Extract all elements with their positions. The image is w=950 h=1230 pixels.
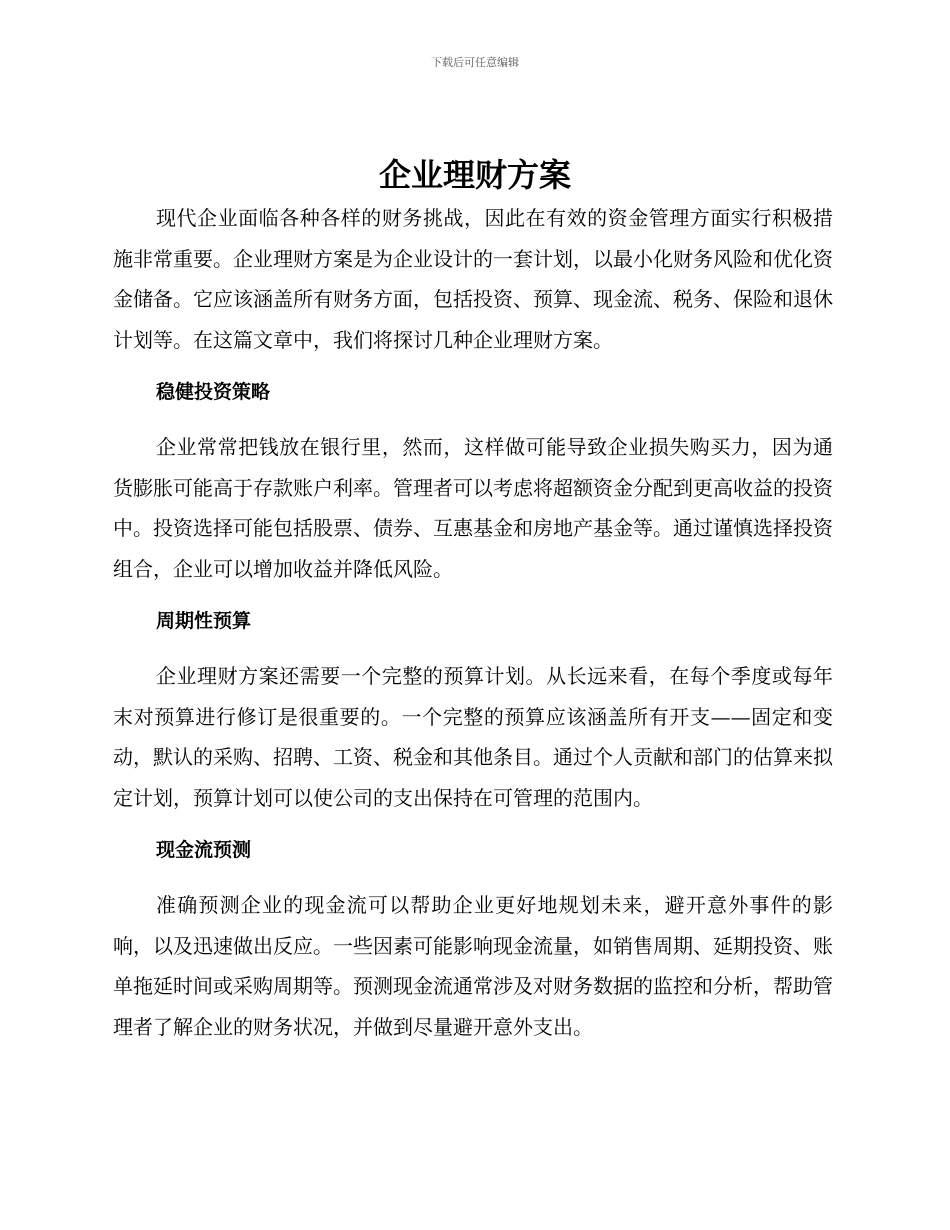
document-body — [113, 198, 833, 1047]
intro-paragraph: 现代企业面临各种各样的财务挑战，因此在有效的资金管理方面实行积极措施非常重要。企业理财方案是为企业设计的一套计划，以最小化财务风险和优化资金储备。它应该涵盖所有财务方面，包括投资、预算、现金流、税务、保险和退休计划等。在这篇文章中，我们将探讨几种企业理财方案。 — [113, 206, 833, 352]
section-paragraph-investment: 企业常常把钱放在银行里，然而，这样做可能导致企业损失购买力，因为通货膨胀可能高于存款账户利率。管理者可以考虑将超额资金分配到更高收益的投资中。投资选择可能包括股票、债券、互惠基金和房地产基金等。通过谨慎选择投资组合，企业可以增加收益并降低风险。 — [113, 435, 833, 581]
section-heading-investment: 稳健投资策略 — [156, 381, 271, 403]
document-title: 企业理财方案 — [378, 156, 571, 194]
page-header-note: 下载后可任意编辑 — [431, 56, 519, 69]
section-paragraph-budget: 企业理财方案还需要一个完整的预算计划。从长远来看，在每个季度或每年末对预算进行修订是很重要的。一个完整的预算应该涵盖所有开支——固定和变动，默认的采购、招聘、工资、税金和其他条目。通过个人贡献和部门的估算来拟定计划，预算计划可以使公司的支出保持在可管理的范围内。 — [113, 664, 833, 810]
section-heading-cashflow: 现金流预测 — [156, 839, 252, 861]
section-paragraph-cashflow: 准确预测企业的现金流可以帮助企业更好地规划未来，避开意外事件的影响，以及迅速做出反应。一些因素可能影响现金流量，如销售周期、延期投资、账单拖延时间或采购周期等。预测现金流通常涉及对财务数据的监控和分析，帮助管理者了解企业的财务状况，并做到尽量避开意外支出。 — [113, 893, 833, 1039]
section-heading-budget: 周期性预算 — [156, 610, 252, 632]
